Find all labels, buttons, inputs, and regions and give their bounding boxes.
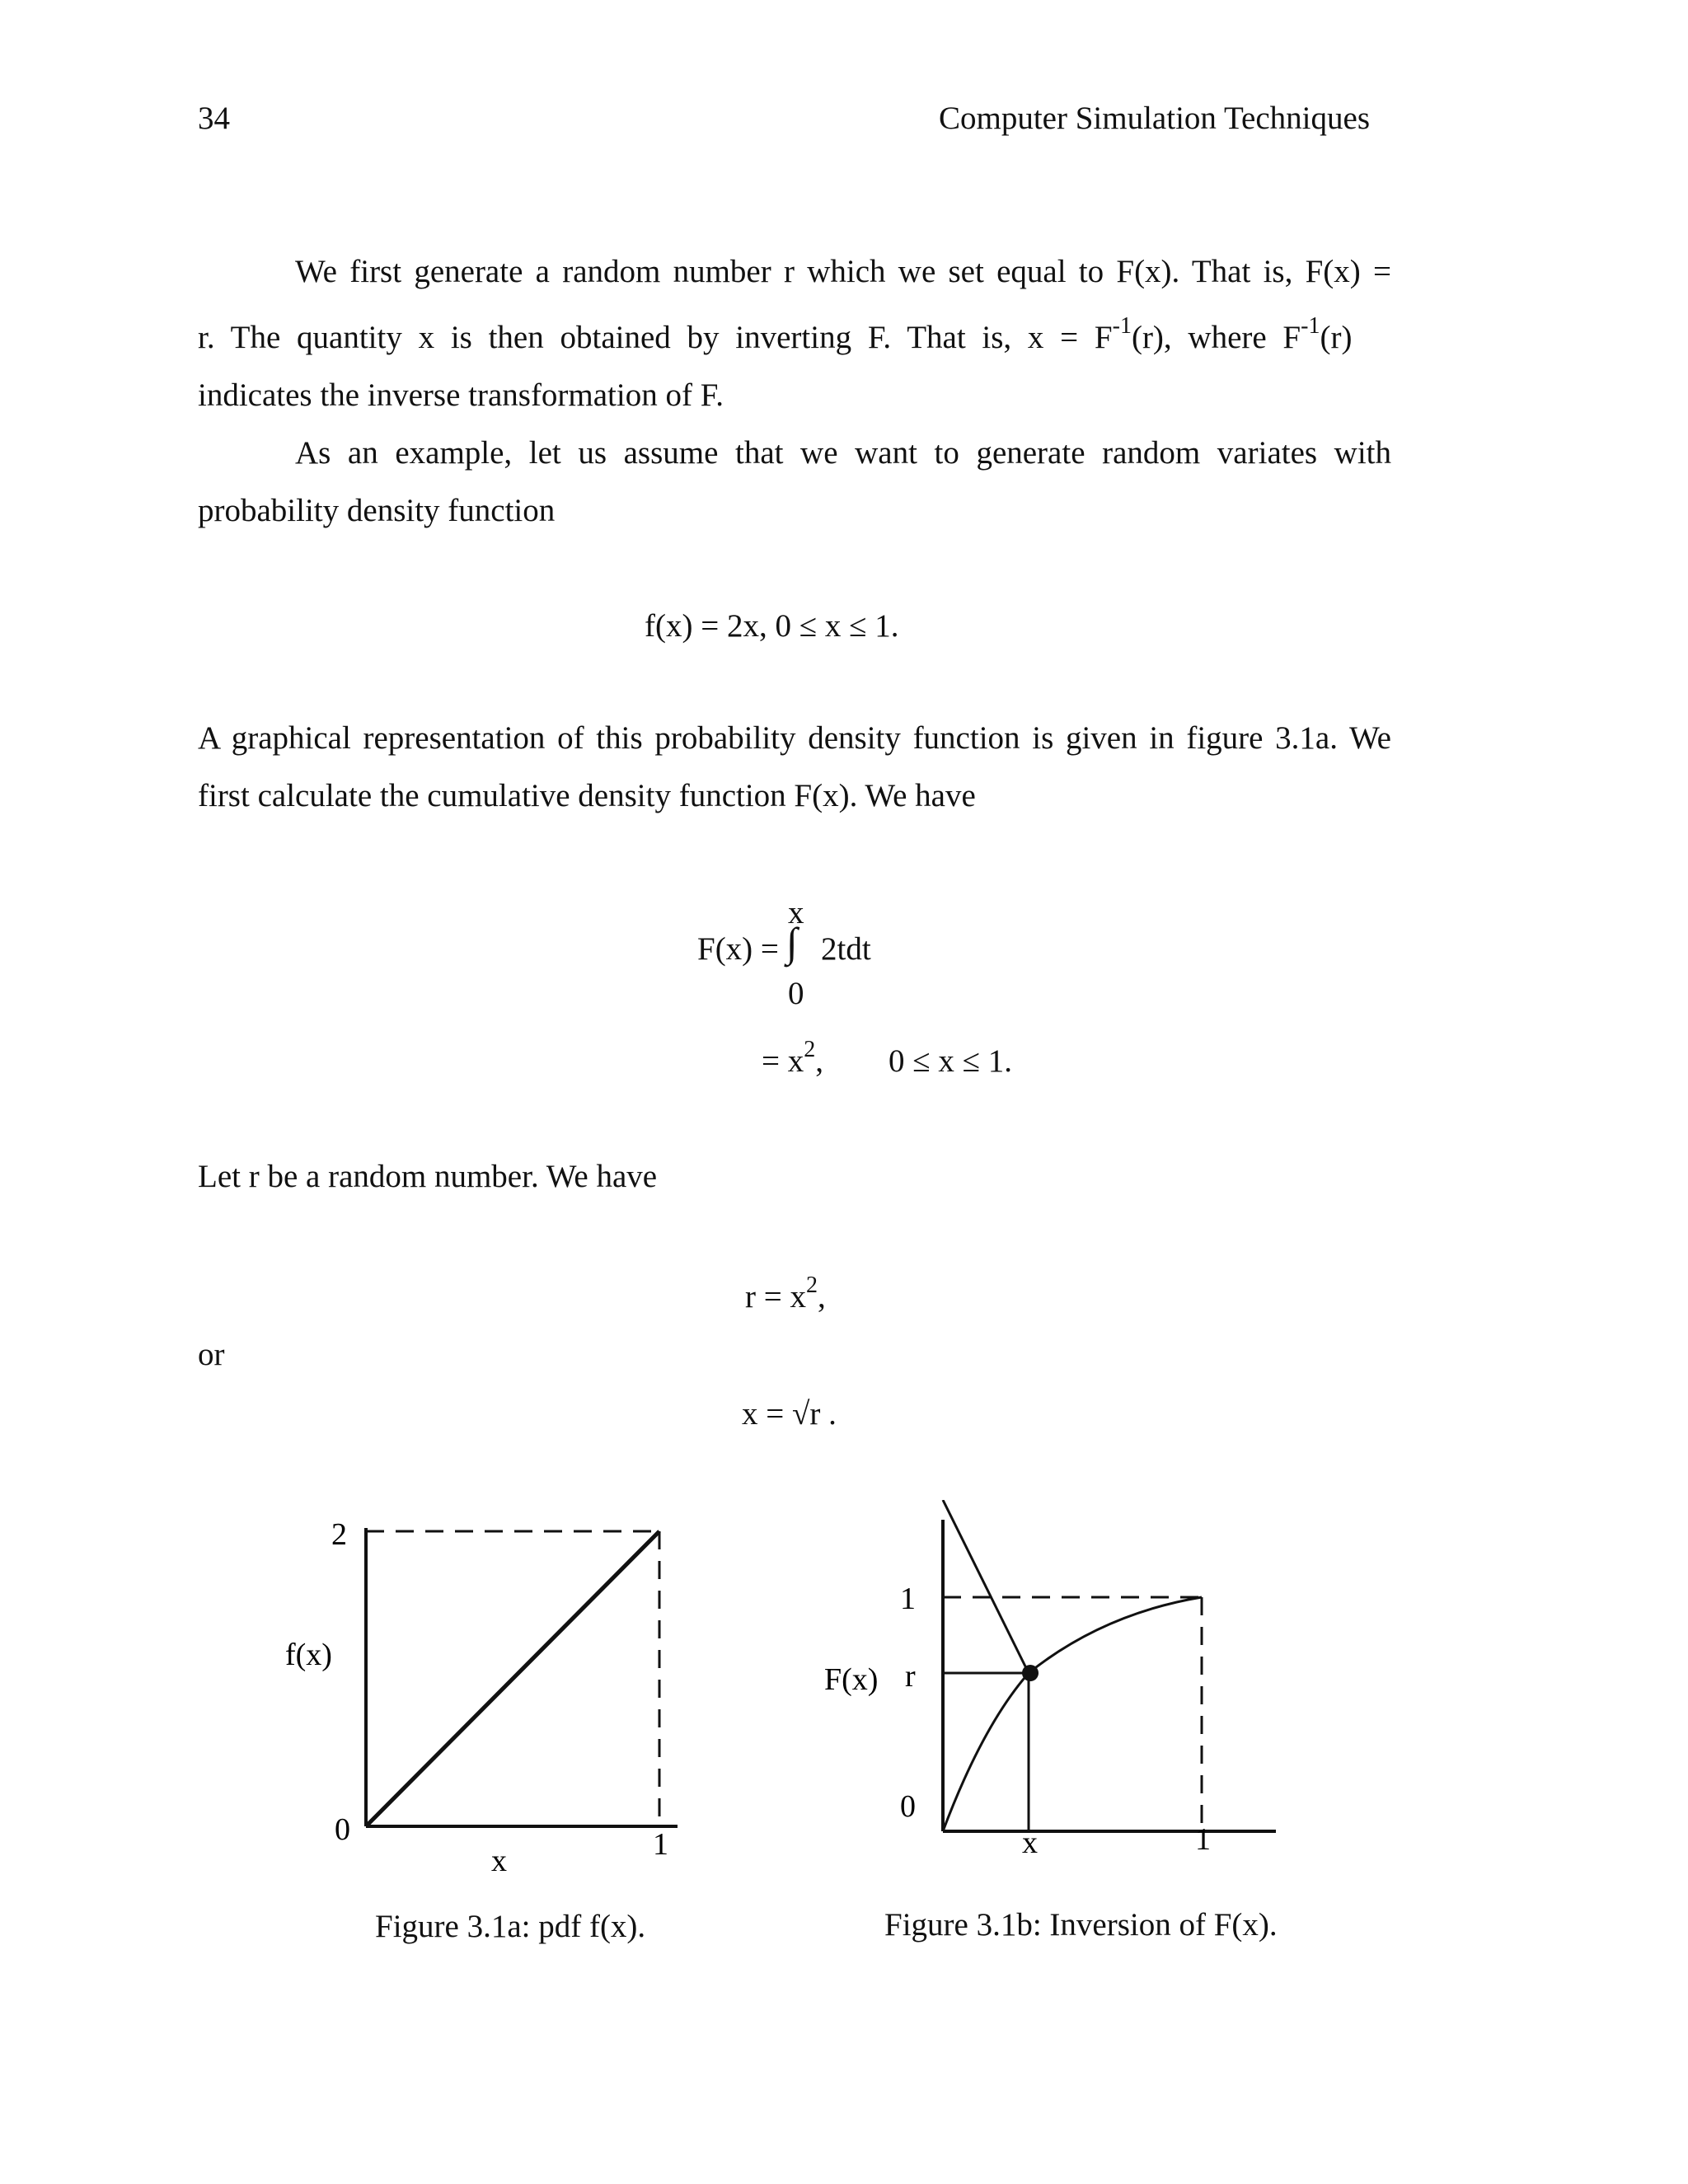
paragraph-2 [198, 437, 1391, 536]
figure-b-r-level-line [943, 1500, 1029, 1673]
figure-b-x-label: x [1022, 1825, 1038, 1860]
paragraph-2-line-2: probability density function [198, 493, 556, 528]
figure-b-y-one-label: 1 [900, 1582, 916, 1616]
cdf-range: 0 ≤ x ≤ 1. [889, 1043, 1013, 1079]
paragraph-3 [198, 722, 1391, 821]
paragraph-1-line-1: We first generate a random number r which we set equal to F(x). That is, F(x) = [295, 254, 1391, 289]
page-number: 34 [198, 101, 230, 136]
figure-a-ylabel: f(x) [285, 1638, 332, 1672]
word-or: or [198, 1337, 225, 1372]
figure-3-1b [824, 1500, 1302, 1863]
paragraph-1-line-2 [198, 313, 1391, 355]
figure-b-caption: Figure 3.1b: Inversion of F(x). [884, 1907, 1278, 1943]
figure-b-inversion-point [1022, 1665, 1039, 1681]
figure-a-pdf-line [366, 1531, 659, 1826]
figure-a-y-top-label: 2 [331, 1517, 347, 1552]
equation-x: x = √r . [742, 1396, 837, 1432]
paragraph-3-line-1: A graphical representation of this probability density function is given in figure 3.1a. We [198, 720, 1391, 756]
integral-lower-limit: 0 [788, 976, 804, 1011]
paragraph-3-line-2: first calculate the cumulative density function F(x). We have [198, 778, 976, 813]
paragraph-2-line-1: As an example, let us assume that we want to generate random variates with [295, 435, 1391, 471]
figure-a-xlabel: x [491, 1844, 507, 1878]
figure-a-caption: Figure 3.1a: pdf f(x). [375, 1909, 646, 1944]
equation-pdf: f(x) = 2x, 0 ≤ x ≤ 1. [645, 608, 899, 644]
paragraph-1 [198, 255, 1391, 420]
integral-sign: ∫ [786, 919, 798, 965]
figure-3-1a [247, 1500, 709, 1961]
paragraph-1-line-2-text: r. The quantity x is then obtained by inverting F. That is, $x = F^{-1}(r)$, where $F^{-1}(r)$ [198, 313, 1353, 355]
paragraph-1-line-3: indicates the inverse transformation of F. [198, 377, 724, 413]
figure-a-x-one-label: 1 [653, 1827, 668, 1862]
figure-b-y-zero-label: 0 [900, 1789, 916, 1824]
integrand: 2tdt [821, 931, 871, 967]
figure-b-ylabel: F(x) [824, 1662, 879, 1697]
figure-b-x-one-label: 1 [1195, 1822, 1211, 1857]
integral-upper-limit: x [788, 895, 804, 930]
cdf-lhs: F(x) = [697, 931, 779, 967]
equation-r: $r = x^2$, [745, 1272, 826, 1315]
figure-b-r-label: r [905, 1659, 916, 1694]
running-title: Computer Simulation Techniques [939, 101, 1370, 136]
cdf-result: = $x^2$, [762, 1037, 823, 1079]
paragraph-4: Let r be a random number. We have [198, 1159, 658, 1194]
figure-a-y-zero-label: 0 [335, 1812, 350, 1847]
figure-b-cdf-curve [943, 1597, 1202, 1831]
